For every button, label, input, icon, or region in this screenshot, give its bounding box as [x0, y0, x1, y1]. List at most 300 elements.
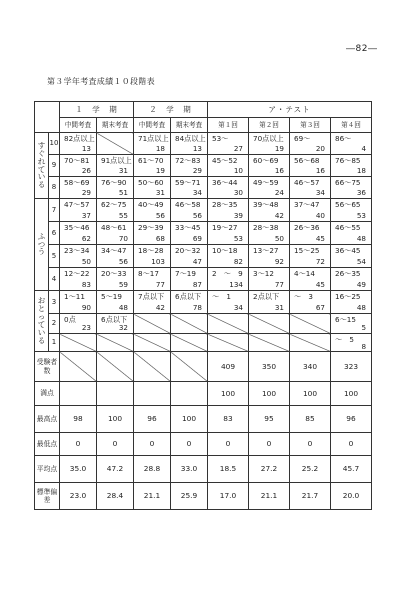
- level-row: [35, 155, 372, 177]
- range-cell: [60, 268, 97, 291]
- stat-value: 28.8: [134, 456, 171, 483]
- stat-value: 23.0: [60, 483, 97, 510]
- score-range: 7～19: [175, 269, 196, 278]
- stat-value: 0: [60, 433, 97, 456]
- range-cell: [331, 222, 372, 245]
- group-label-char: ぐ: [37, 148, 46, 158]
- stat-value: [134, 382, 171, 406]
- header-exam: 中間考査: [134, 118, 171, 133]
- student-count: 19: [155, 165, 165, 175]
- level-row: [35, 245, 372, 268]
- score-range: 26～36: [294, 223, 320, 232]
- stat-value: 100: [290, 382, 331, 406]
- score-range: 4～14: [294, 269, 315, 278]
- empty-cell: [290, 314, 331, 334]
- range-cell: [249, 177, 290, 199]
- student-count: 45: [315, 233, 325, 243]
- score-range: 86～: [335, 134, 352, 143]
- stat-value: 85: [290, 406, 331, 433]
- score-range: 46～57: [294, 178, 320, 187]
- student-count: 45: [315, 279, 325, 289]
- level-row: [35, 268, 372, 291]
- score-range: 7点以下: [138, 292, 165, 301]
- score-range: 84点以上: [175, 134, 206, 143]
- score-range: 60～69: [253, 156, 279, 165]
- stat-value: 95: [249, 406, 290, 433]
- range-cell: [208, 245, 249, 268]
- score-range: 34～47: [101, 246, 127, 255]
- student-count: 49: [356, 279, 367, 289]
- range-cell: [60, 177, 97, 199]
- score-range: 53～: [212, 134, 229, 143]
- student-count: 16: [274, 165, 284, 175]
- range-cell: [60, 155, 97, 177]
- range-cell: [290, 222, 331, 245]
- group-label-char: て: [37, 320, 46, 329]
- stat-value: 0: [290, 433, 331, 456]
- student-count: 82: [233, 256, 243, 266]
- range-cell: [290, 268, 331, 291]
- student-count: 31: [118, 165, 128, 175]
- range-cell: [249, 222, 290, 245]
- student-count: 8: [361, 342, 367, 352]
- range-cell: [97, 199, 134, 222]
- student-count: 59: [118, 279, 128, 289]
- student-count: 48: [118, 302, 128, 312]
- range-cell: [171, 222, 208, 245]
- group-label-char: う: [37, 247, 46, 257]
- score-range: 36～45: [335, 246, 361, 255]
- student-count: 36: [356, 187, 367, 197]
- stat-value: 21.1: [249, 483, 290, 510]
- range-cell: [134, 199, 171, 222]
- range-cell: [60, 291, 97, 314]
- score-range: 18～28: [138, 246, 164, 255]
- group-label-char: い: [37, 172, 46, 182]
- stat-value: 47.2: [97, 456, 134, 483]
- empty-cell: [134, 334, 171, 352]
- stat-value: 21.7: [290, 483, 331, 510]
- header-exam: 期末考査: [97, 118, 134, 133]
- range-cell: [171, 133, 208, 155]
- stat-value: 98: [60, 406, 97, 433]
- group-label-char: お: [37, 296, 46, 306]
- stat-value: 0: [331, 433, 372, 456]
- page-number: ―82―: [346, 44, 378, 54]
- score-range: 37～47: [294, 200, 320, 209]
- stat-value: 100: [208, 382, 249, 406]
- range-cell: [171, 155, 208, 177]
- empty-cell: [208, 334, 249, 352]
- header-row-exams: [35, 118, 372, 133]
- range-cell: [171, 177, 208, 199]
- range-cell: [249, 133, 290, 155]
- empty-cell: [171, 314, 208, 334]
- corner-cell: [35, 102, 60, 133]
- range-cell: [249, 155, 290, 177]
- score-range: 35～46: [64, 223, 90, 232]
- student-count: 10: [233, 165, 243, 175]
- student-count: 83: [81, 279, 91, 289]
- level-row: [35, 133, 372, 155]
- range-cell: [97, 314, 134, 334]
- header-exam: 第２回: [249, 118, 290, 133]
- empty-cell: [97, 133, 134, 155]
- group-label-char: と: [37, 304, 46, 314]
- level-number: 7: [49, 199, 60, 222]
- score-range: 20～33: [101, 269, 127, 278]
- stat-value: 35.0: [60, 456, 97, 483]
- level-number: 2: [49, 314, 60, 334]
- score-range: 28～35: [212, 200, 238, 209]
- range-cell: [331, 314, 372, 334]
- stat-value: 409: [208, 352, 249, 382]
- range-cell: [331, 245, 372, 268]
- empty-cell: [60, 352, 97, 382]
- header-term1: １ 学 期: [60, 102, 134, 118]
- header-exam: 第４回: [331, 118, 372, 133]
- student-count: 77: [274, 279, 284, 289]
- student-count: 50: [81, 256, 91, 266]
- score-range: 10～18: [212, 246, 238, 255]
- stat-value: 18.5: [208, 456, 249, 483]
- document-title: 第３学年考査成績１０段階表: [47, 77, 155, 86]
- range-cell: [290, 177, 331, 199]
- stat-row: [35, 483, 372, 510]
- score-range: 12～22: [64, 269, 90, 278]
- score-range: 76～90: [101, 178, 127, 187]
- empty-cell: [290, 334, 331, 352]
- student-count: 39: [233, 210, 243, 220]
- score-range: 46～55: [335, 223, 361, 232]
- range-cell: [331, 177, 372, 199]
- student-count: 27: [233, 143, 243, 153]
- score-range: 70～81: [64, 156, 90, 165]
- header-row-terms: [35, 102, 372, 118]
- student-count: 51: [118, 187, 128, 197]
- student-count: 26: [81, 165, 91, 175]
- range-cell: [97, 222, 134, 245]
- score-range: ～ 3: [294, 292, 313, 301]
- range-cell: [331, 133, 372, 155]
- student-count: 30: [233, 187, 243, 197]
- stat-value: 25.9: [171, 483, 208, 510]
- group-label-char: っ: [37, 312, 46, 322]
- student-count: 78: [192, 302, 202, 312]
- student-count: 34: [315, 187, 325, 197]
- score-range: 13～27: [253, 246, 279, 255]
- stat-value: 96: [331, 406, 372, 433]
- score-range: 6～15: [335, 315, 356, 324]
- range-cell: [331, 334, 372, 352]
- range-cell: [134, 155, 171, 177]
- range-cell: [290, 199, 331, 222]
- student-count: 40: [315, 210, 325, 220]
- range-cell: [60, 222, 97, 245]
- header-test: ア・テスト: [208, 102, 372, 118]
- score-range: 91点以上: [101, 156, 132, 165]
- level-number: 10: [49, 133, 60, 155]
- range-cell: [290, 155, 331, 177]
- range-cell: [208, 222, 249, 245]
- score-range: 49～59: [253, 178, 279, 187]
- student-count: 48: [356, 302, 367, 312]
- score-range: 71点以上: [138, 134, 169, 143]
- stat-value: 340: [290, 352, 331, 382]
- student-count: 92: [274, 256, 284, 266]
- stat-value: 33.0: [171, 456, 208, 483]
- score-range: 0点: [64, 315, 76, 324]
- group-label: [35, 291, 49, 352]
- level-row: [35, 199, 372, 222]
- score-range: 16～25: [335, 292, 361, 301]
- range-cell: [331, 291, 372, 314]
- stat-value: 20.0: [331, 483, 372, 510]
- score-range: 2 ～ 9: [212, 269, 243, 278]
- stat-value: 28.4: [97, 483, 134, 510]
- stat-value: 0: [208, 433, 249, 456]
- range-cell: [60, 133, 97, 155]
- score-range: 36～44: [212, 178, 238, 187]
- range-cell: [60, 245, 97, 268]
- score-range: 6点以下: [101, 315, 128, 324]
- student-count: 53: [233, 233, 243, 243]
- empty-cell: [134, 314, 171, 334]
- range-cell: [249, 199, 290, 222]
- score-range: 46～58: [175, 200, 201, 209]
- score-range: 20～32: [175, 246, 201, 255]
- student-count: 37: [81, 210, 91, 220]
- range-cell: [97, 245, 134, 268]
- stat-value: 83: [208, 406, 249, 433]
- stat-value: 100: [97, 406, 134, 433]
- score-range: 1～11: [64, 292, 85, 301]
- group-label-char: い: [37, 327, 46, 337]
- header-exam: 中間考査: [60, 118, 97, 133]
- group-label: [35, 199, 49, 291]
- stat-value: 100: [249, 382, 290, 406]
- score-range: ～ 5: [335, 335, 354, 344]
- score-range: 69～: [294, 134, 311, 143]
- student-count: 31: [155, 187, 165, 197]
- stat-label: 受験者数: [35, 352, 60, 382]
- range-cell: [249, 291, 290, 314]
- student-count: 42: [274, 210, 284, 220]
- score-range: 5～19: [101, 292, 122, 301]
- stat-value: 0: [171, 433, 208, 456]
- student-count: 13: [192, 143, 202, 153]
- group-label-char: れ: [37, 156, 46, 166]
- student-count: 90: [81, 302, 91, 312]
- score-range: 23～34: [64, 246, 90, 255]
- range-cell: [208, 133, 249, 155]
- score-range: 70点以上: [253, 134, 284, 143]
- range-cell: [331, 268, 372, 291]
- level-number: 4: [49, 268, 60, 291]
- range-cell: [171, 291, 208, 314]
- range-cell: [290, 291, 331, 314]
- student-count: 69: [192, 233, 202, 243]
- score-range: 47～57: [64, 200, 90, 209]
- score-range: 39～48: [253, 200, 279, 209]
- student-count: 50: [274, 233, 284, 243]
- stat-label: 最低点: [35, 433, 60, 456]
- score-range: 76～85: [335, 156, 361, 165]
- student-count: 5: [361, 322, 367, 332]
- student-count: 53: [356, 210, 367, 220]
- stat-value: 27.2: [249, 456, 290, 483]
- range-cell: [134, 291, 171, 314]
- score-range: 45～52: [212, 156, 238, 165]
- score-range: ～ 1: [212, 292, 231, 301]
- stat-value: [97, 382, 134, 406]
- level-number: 1: [49, 334, 60, 352]
- stat-row: [35, 456, 372, 483]
- empty-cell: [208, 314, 249, 334]
- stat-row: [35, 352, 372, 382]
- level-row: [35, 222, 372, 245]
- range-cell: [171, 245, 208, 268]
- range-cell: [171, 268, 208, 291]
- range-cell: [134, 245, 171, 268]
- student-count: 56: [155, 210, 165, 220]
- score-range: 48～61: [101, 223, 127, 232]
- student-count: 18: [356, 165, 367, 175]
- level-number: 5: [49, 245, 60, 268]
- student-count: 87: [192, 279, 202, 289]
- stat-row: [35, 433, 372, 456]
- range-cell: [171, 199, 208, 222]
- header-term2: ２ 学 期: [134, 102, 208, 118]
- stat-value: [171, 382, 208, 406]
- range-cell: [134, 268, 171, 291]
- score-range: 28～38: [253, 223, 279, 232]
- stat-row: [35, 382, 372, 406]
- student-count: 72: [315, 256, 325, 266]
- student-count: 67: [315, 302, 325, 312]
- level-row: [35, 314, 372, 334]
- range-cell: [134, 222, 171, 245]
- group-label-char: る: [37, 180, 46, 190]
- header-exam: 第３回: [290, 118, 331, 133]
- stat-value: 45.7: [331, 456, 372, 483]
- stat-value: 17.0: [208, 483, 249, 510]
- range-cell: [97, 291, 134, 314]
- student-count: 56: [118, 256, 128, 266]
- student-count: 34: [192, 187, 202, 197]
- stat-label: 標準偏差: [35, 483, 60, 510]
- range-cell: [331, 155, 372, 177]
- student-count: 134: [229, 279, 243, 289]
- range-cell: [208, 199, 249, 222]
- score-range: 58～69: [64, 178, 90, 187]
- stat-value: 0: [97, 433, 134, 456]
- score-range: 3～12: [253, 269, 274, 278]
- stat-value: 100: [331, 382, 372, 406]
- student-count: 103: [151, 256, 165, 266]
- range-cell: [60, 199, 97, 222]
- student-count: 23: [81, 322, 91, 332]
- score-range: 26～35: [335, 269, 361, 278]
- score-range: 56～68: [294, 156, 320, 165]
- score-range: 19～27: [212, 223, 238, 232]
- group-label-char: つ: [37, 239, 46, 249]
- range-cell: [97, 268, 134, 291]
- stat-value: [60, 382, 97, 406]
- student-count: 29: [81, 187, 91, 197]
- student-count: 42: [155, 302, 165, 312]
- level-number: 3: [49, 291, 60, 314]
- score-range: 15～25: [294, 246, 320, 255]
- student-count: 24: [274, 187, 284, 197]
- range-cell: [208, 291, 249, 314]
- student-count: 55: [118, 210, 128, 220]
- student-count: 18: [155, 143, 165, 153]
- score-range: 62～75: [101, 200, 127, 209]
- score-range: 66～75: [335, 178, 361, 187]
- level-row: [35, 334, 372, 352]
- range-cell: [249, 268, 290, 291]
- empty-cell: [249, 334, 290, 352]
- student-count: 34: [233, 302, 243, 312]
- range-cell: [134, 133, 171, 155]
- range-cell: [60, 314, 97, 334]
- stat-value: 323: [331, 352, 372, 382]
- score-range: 50～60: [138, 178, 164, 187]
- score-range: 29～39: [138, 223, 164, 232]
- student-count: 32: [118, 322, 128, 332]
- stat-label: 満点: [35, 382, 60, 406]
- empty-cell: [134, 352, 171, 382]
- score-range: 82点以上: [64, 134, 95, 143]
- group-label-char: す: [37, 140, 46, 150]
- range-cell: [208, 177, 249, 199]
- student-count: 48: [356, 233, 367, 243]
- score-range: 40～49: [138, 200, 164, 209]
- group-label-char: ふ: [37, 231, 46, 241]
- header-exam: 期末考査: [171, 118, 208, 133]
- student-count: 19: [274, 143, 284, 153]
- student-count: 68: [155, 233, 165, 243]
- range-cell: [249, 245, 290, 268]
- student-count: 20: [315, 143, 325, 153]
- header-exam: 第１回: [208, 118, 249, 133]
- student-count: 31: [274, 302, 284, 312]
- stat-label: 平均点: [35, 456, 60, 483]
- score-range: 8～17: [138, 269, 159, 278]
- empty-cell: [97, 334, 134, 352]
- score-range: 61～70: [138, 156, 164, 165]
- level-row: [35, 291, 372, 314]
- group-label-char: る: [37, 335, 46, 345]
- stat-value: 350: [249, 352, 290, 382]
- student-count: 4: [361, 143, 367, 153]
- empty-cell: [60, 334, 97, 352]
- score-range: 72～83: [175, 156, 201, 165]
- range-cell: [208, 155, 249, 177]
- range-cell: [208, 268, 249, 291]
- empty-cell: [249, 314, 290, 334]
- empty-cell: [171, 352, 208, 382]
- student-count: 13: [81, 143, 91, 153]
- level-number: 6: [49, 222, 60, 245]
- stat-value: 21.1: [134, 483, 171, 510]
- student-count: 54: [356, 256, 367, 266]
- level-row: [35, 177, 372, 199]
- score-range: 56～65: [335, 200, 361, 209]
- student-count: 47: [192, 256, 202, 266]
- score-range: 59～71: [175, 178, 201, 187]
